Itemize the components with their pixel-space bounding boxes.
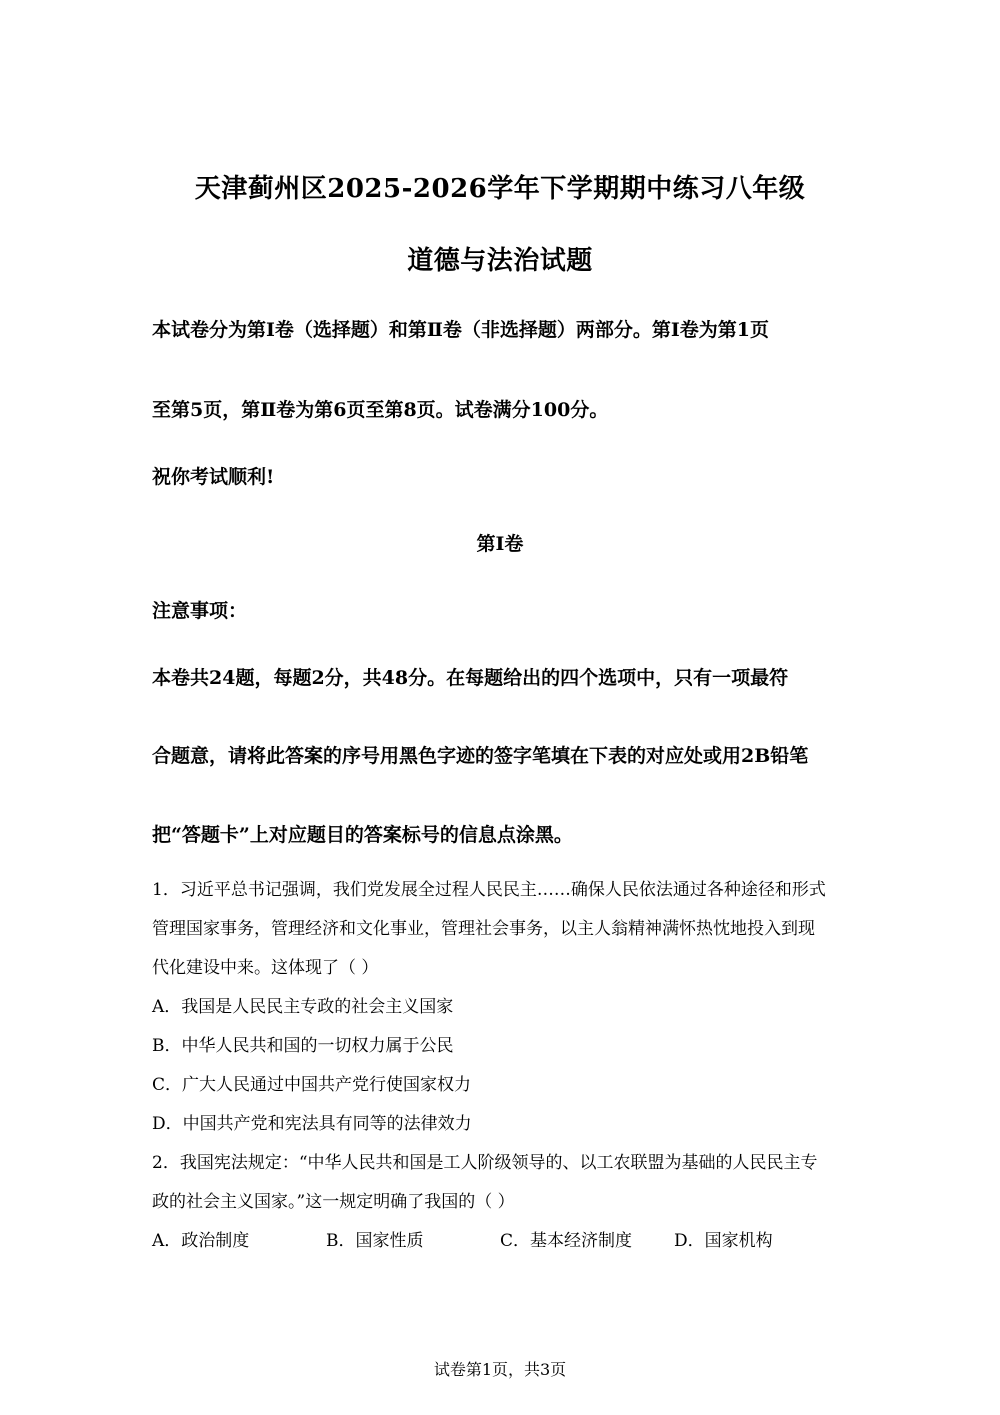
question-1-option-a: A．我国是人民民主专政的社会主义国家: [152, 997, 454, 1017]
notice-line2: 合题意，请将此答案的序号用黑色字迹的签字笔填在下表的对应处或用2B铅笔: [152, 745, 809, 767]
intro-line2: 至第5页，第Ⅱ卷为第6页至第8页。试卷满分100分。: [152, 399, 609, 421]
question-1-option-c: C．广大人民通过中国共产党行使国家权力: [152, 1075, 472, 1095]
question-2-option-c: C．基本经济制度: [500, 1231, 633, 1251]
question-2-option-d: D．国家机构: [674, 1231, 773, 1251]
section-heading: 第Ⅰ卷: [476, 533, 524, 555]
exam-title-line1: 天津蓟州区2025-2026学年下学期期中练习八年级: [194, 174, 806, 204]
question-1-stem-line1: 1．习近平总书记强调，我们党发展全过程人民民主……确保人民依法通过各种途径和形式: [152, 880, 826, 900]
page-footer: 试卷第1页，共3页: [433, 1360, 567, 1379]
question-2-stem-line2: 政的社会主义国家。”这一规定明确了我国的（ ）: [152, 1192, 515, 1212]
question-1-stem-line3: 代化建设中来。这体现了（ ）: [152, 958, 379, 978]
question-2-option-b: B．国家性质: [326, 1231, 424, 1251]
intro-line1: 本试卷分为第Ⅰ卷（选择题）和第Ⅱ卷（非选择题）两部分。第Ⅰ卷为第1页: [152, 319, 770, 341]
question-1-stem-line2: 管理国家事务，管理经济和文化事业，管理社会事务，以主人翁精神满怀热忱地投入到现: [152, 919, 815, 939]
notice-line3: 把“答题卡”上对应题目的答案标号的信息点涂黑。: [152, 824, 573, 846]
exam-title-line2: 道德与法治试题: [407, 246, 593, 276]
intro-wish: 祝你考试顺利!: [152, 466, 275, 488]
question-2-option-a: A．政治制度: [152, 1231, 250, 1251]
notice-title: 注意事项：: [152, 600, 248, 622]
question-1-option-b: B．中华人民共和国的一切权力属于公民: [152, 1036, 454, 1056]
question-2-stem-line1: 2．我国宪法规定：“中华人民共和国是工人阶级领导的、以工农联盟为基础的人民民主专: [152, 1153, 818, 1173]
question-1-option-d: D．中国共产党和宪法具有同等的法律效力: [152, 1114, 472, 1134]
notice-line1: 本卷共24题，每题2分，共48分。在每题给出的四个选项中，只有一项最符: [152, 667, 789, 689]
